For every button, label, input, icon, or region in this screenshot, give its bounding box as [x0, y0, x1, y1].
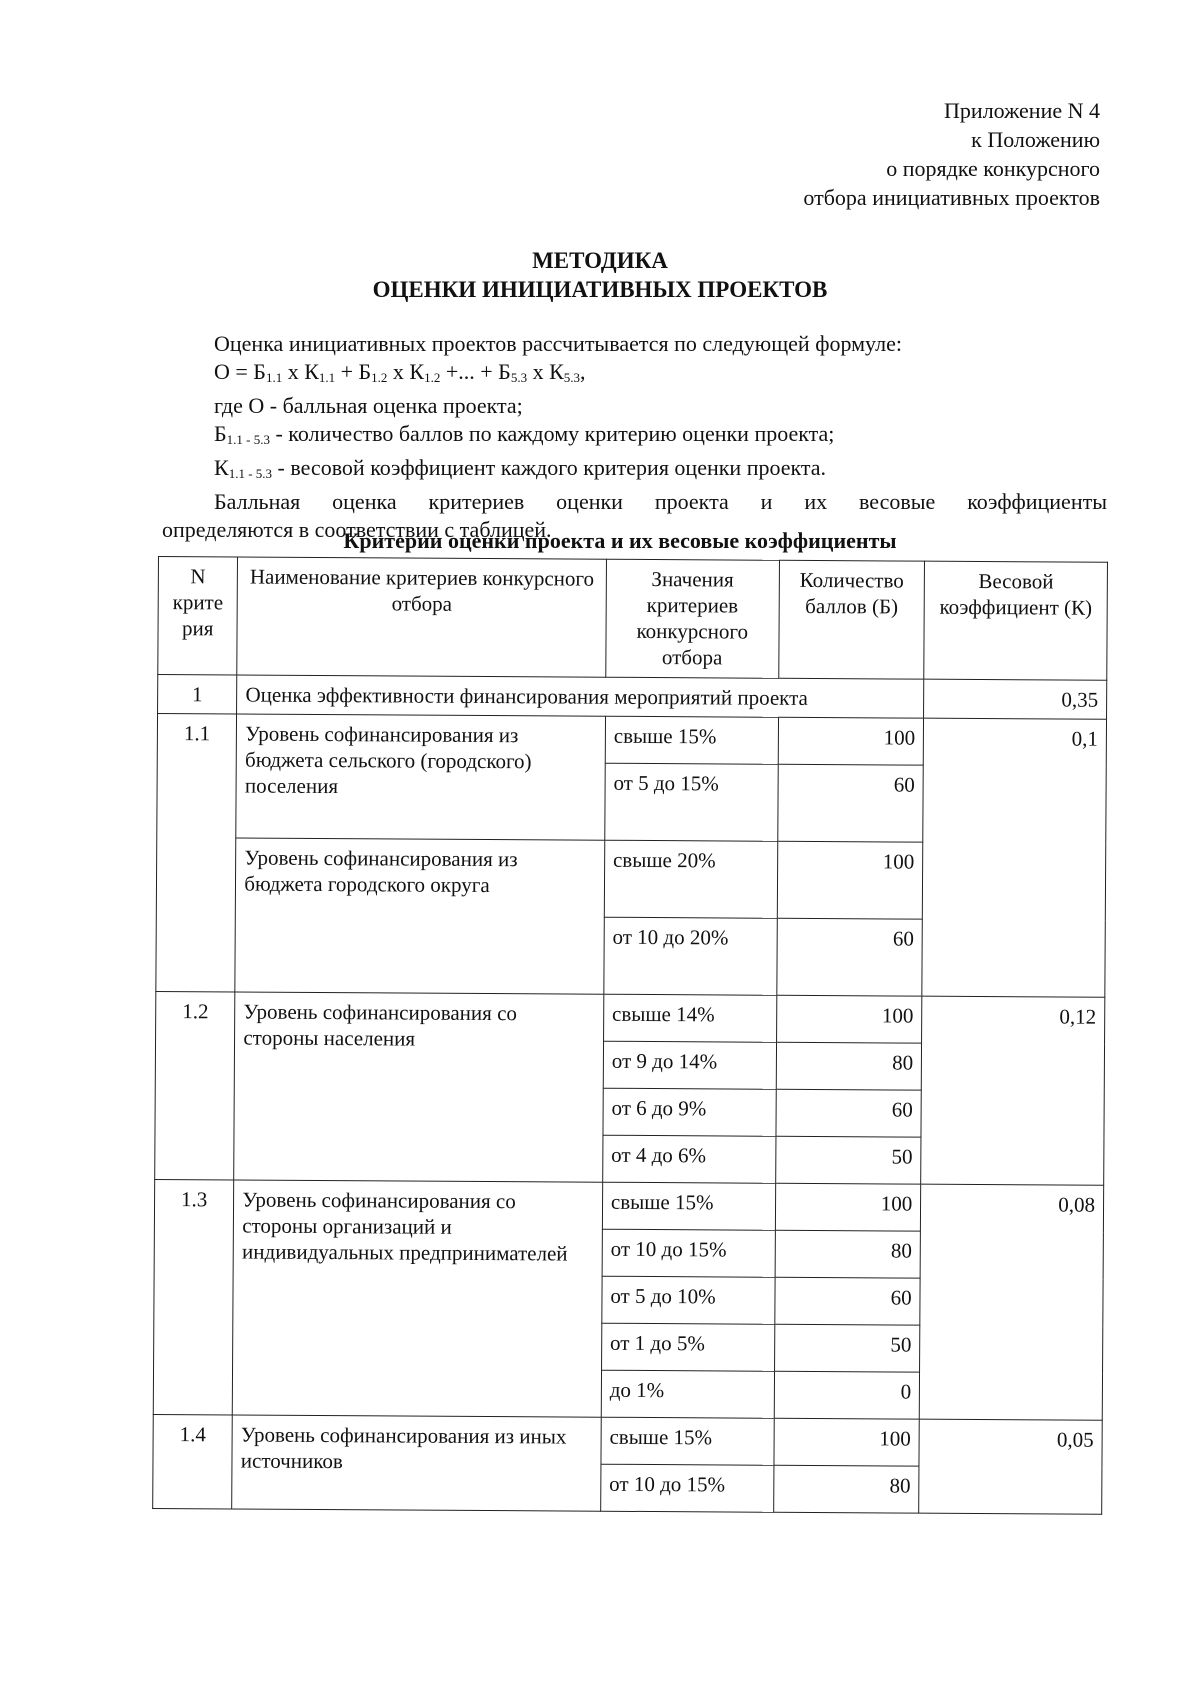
intro-paragraph: Балльная оценка критериев оценки проекта и их весовые коэффициенты	[214, 489, 1107, 514]
formula: $О = Б_{1.1}$ х $К_{1.1} + Б_{1.2}$ х $К_{1.2}$ +... + $Б_{5.3}$ х $К_{5.3}$,	[214, 359, 586, 385]
table-row	[156, 991, 1105, 1044]
header-values: Значения критериев конкурсного отбора	[606, 559, 779, 678]
criterion-score: 80	[776, 1042, 922, 1090]
header-name: Наименование критериев конкурсного отбора	[237, 557, 606, 677]
section-row	[158, 675, 1107, 720]
intro-paragraph: Оценка инициативных проектов рассчитывается по следующей формуле:	[214, 331, 902, 356]
intro-text	[162, 330, 1107, 544]
criterion-value: от 5 до 15%	[605, 763, 778, 841]
criterion-value: от 10 до 20%	[604, 917, 777, 995]
criterion-score: 100	[774, 1418, 920, 1466]
appendix-reference	[803, 96, 1100, 212]
section-num: 1	[158, 675, 238, 714]
criterion-value: свыше 14%	[603, 994, 776, 1042]
appendix-line: о порядке конкурсного	[886, 156, 1100, 181]
criterion-name: Уровень софинансирования со стороны населения	[234, 992, 604, 1182]
criterion-score: 60	[776, 918, 922, 996]
criterion-value: свыше 20%	[604, 840, 777, 918]
table-row	[153, 1414, 1102, 1467]
appendix-line: к Положению	[971, 127, 1100, 152]
criterion-name: Уровень софинансирования из бюджета городского округа	[235, 838, 604, 994]
criterion-value: от 10 до 15%	[602, 1229, 775, 1277]
title-line: ОЦЕНКИ ИНИЦИАТИВНЫХ ПРОЕКТОВ	[372, 277, 828, 302]
criterion-value: от 9 до 14%	[603, 1041, 776, 1089]
section-name: Оценка эффективности финансирования мероприятий проекта	[237, 675, 924, 718]
criterion-coef: 0,05	[919, 1419, 1102, 1514]
criterion-value: до 1%	[601, 1370, 774, 1418]
title-line: МЕТОДИКА	[532, 248, 668, 273]
criterion-coef: 0,12	[921, 996, 1105, 1185]
table-caption: Критерии оценки проекта и их весовые коэффициенты	[343, 528, 897, 553]
table-header-row	[158, 557, 1108, 681]
criterion-score: 60	[776, 1089, 922, 1137]
criterion-value: свыше 15%	[605, 716, 778, 764]
criterion-score: 100	[777, 841, 923, 919]
section-coef: 0,35	[924, 679, 1107, 719]
criterion-num: 1.1	[156, 714, 237, 992]
appendix-line: отбора инициативных проектов	[803, 185, 1100, 210]
criterion-num: 1.2	[155, 991, 235, 1179]
criterion-score: 50	[775, 1136, 921, 1184]
criteria-table	[152, 556, 1108, 1515]
criterion-score: 80	[775, 1230, 921, 1278]
table-row	[157, 714, 1106, 767]
table-row	[154, 1179, 1103, 1232]
header-coef: Весовой коэффициент (К)	[924, 561, 1108, 680]
criterion-value: от 4 до 6%	[603, 1135, 776, 1183]
document-title	[0, 246, 1200, 304]
criterion-score: 100	[775, 1183, 921, 1231]
criterion-value: от 5 до 10%	[602, 1276, 775, 1324]
header-score: Количество баллов (Б)	[778, 560, 924, 679]
criterion-value: свыше 15%	[601, 1417, 774, 1465]
criterion-value: от 10 до 15%	[601, 1464, 774, 1512]
intro-paragraph: где О - балльная оценка проекта;	[214, 393, 523, 418]
criterion-score: 0	[774, 1371, 920, 1419]
criterion-value: свыше 15%	[602, 1182, 775, 1230]
criterion-value: от 6 до 9%	[603, 1088, 776, 1136]
criterion-num: 1.3	[153, 1179, 234, 1414]
criterion-value: от 1 до 5%	[601, 1323, 774, 1371]
criterion-name: Уровень софинансирования из бюджета сельского (городского) поселения	[236, 714, 605, 840]
criterion-score: 100	[778, 717, 924, 765]
criterion-coef: 0,08	[919, 1184, 1103, 1420]
criterion-score: 50	[774, 1324, 920, 1372]
intro-paragraph: $К_{1.1 - 5.3}$ - весовой коэффициент каждого критерия оценки проекта.	[214, 455, 827, 481]
criterion-coef: 0,1	[922, 718, 1106, 997]
appendix-line: Приложение N 4	[944, 98, 1100, 123]
header-num: N крите рия	[158, 557, 238, 675]
criterion-num: 1.4	[153, 1414, 233, 1508]
intro-paragraph: $Б_{1.1 - 5.3}$ - количество баллов по каждому критерию оценки проекта;	[214, 421, 835, 447]
criterion-name: Уровень софинансирования из иных источников	[232, 1415, 601, 1511]
criterion-score: 100	[776, 995, 922, 1043]
criterion-score: 60	[777, 764, 923, 842]
intro-paragraph: определяются в соответствии с таблицей.	[162, 517, 552, 542]
criterion-name: Уровень софинансирования со стороны организаций и индивидуальных предпринимателей	[233, 1180, 603, 1417]
criterion-score: 80	[773, 1465, 919, 1513]
criterion-score: 60	[774, 1277, 920, 1325]
